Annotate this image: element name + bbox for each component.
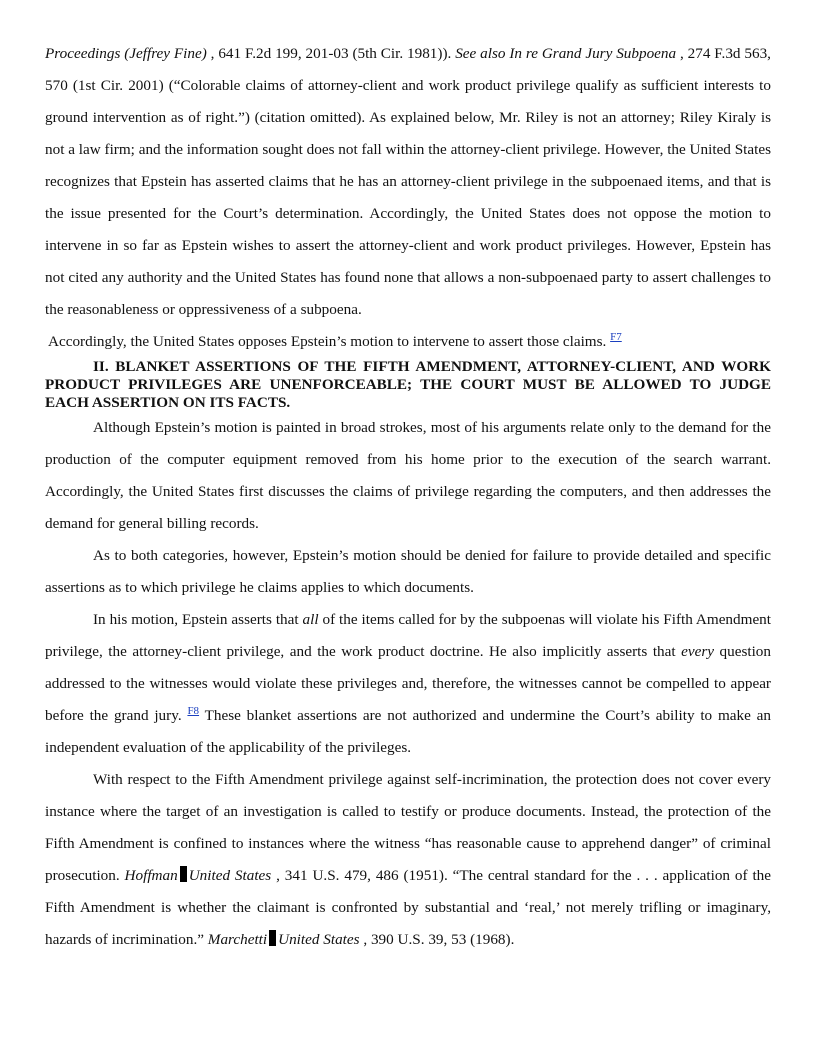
footnote-link-f8[interactable]: F8 — [187, 704, 200, 717]
footnote-link-f7[interactable]: F7 — [610, 330, 622, 343]
paragraph-computers: Although Epstein’s motion is painted in broad strokes, most of his arguments relate only to the demand for the production of the computer equipment removed from his home prior to the execution of the search warrant. Accordingly, the United States first discusses the claims of privilege regarding the computers, and then addresses the demand for general billing records. — [45, 419, 771, 532]
paragraph-intervention-last-line: Accordingly, the United States opposes Epstein’s motion to intervene to assert those claims. $^{F7}$ — [48, 330, 622, 350]
emphasis-every: every — [681, 643, 714, 660]
section-heading: II. BLANKET ASSERTIONS OF THE FIFTH AMENDMENT, ATTORNEY-CLIENT, AND WORK PRODUCT PRIVILEGES ARE UNENFORCEABLE; THE COURT MUST BE ALLOWED TO JUDGE EACH ASSERTION ON ITS FACTS. — [45, 358, 771, 411]
paragraph-blanket-assertions: In his motion, Epstein asserts that all of the items called for by the subpoenas will violate his Fifth Amendment privilege, the attorney-client privilege, and the work product doctrine. He also implicitly asserts that every question addressed to the witnesses would violate these privileges and, therefore, the witnesses cannot be compelled to appear before the grand jury. $^{F8}$ These blanket assertions are not authorized and undermine the Court’s ability to make an independent evaluation of the applicability of the privileges. — [45, 611, 771, 756]
redaction-mark — [180, 866, 187, 882]
document-page — [45, 38, 771, 956]
paragraph-categories: As to both categories, however, Epstein’s motion should be denied for failure to provide detailed and specific assertions as to which privilege he claims applies to which documents. — [45, 547, 771, 596]
case-citation: Hoffman — [124, 867, 178, 884]
redaction-mark — [269, 930, 276, 946]
emphasis-all: all — [302, 611, 319, 628]
case-citation: United States — [278, 931, 360, 948]
case-citation: See also In re Grand Jury Subpoena — [455, 45, 677, 62]
case-citation: Marchetti — [207, 931, 268, 948]
case-citation: Proceedings (Jeffrey Fine) — [45, 45, 207, 62]
paragraph-fifth-amendment: With respect to the Fifth Amendment privilege against self-incrimination, the protection does not cover every instance where the target of an investigation is called to testify or produce documents. Instead, the protection of the Fifth Amendment is confined to instances where the witness “has reasonable cause to apprehend danger” of criminal prosecution. Hoffman United States , 341 U.S. 479, 486 (1951). “The central standard for the . . . application of the Fifth Amendment is whether the claimant is confronted by substantial and ‘real,’ not merely trifling or imaginary, hazards of incrimination.” Marchetti United States , 390 U.S. 39, 53 (1968). — [45, 771, 772, 948]
paragraph-intervention: Proceedings (Jeffrey Fine) , 641 F.2d 199, 201-03 (5th Cir. 1981)). See also In re Grand Jury Subpoena , 274 F.3d 563, 570 (1st Cir. 2001) (“Colorable claims of attorney-client and work product privilege qualify as sufficient interests to ground intervention as of right.”) (citation omitted). As explained below, Mr. Riley is not an attorney; Riley Kiraly is not a law firm; and the information sought does not fall within the attorney-client privilege. However, the United States recognizes that Epstein has asserted claims that he has an attorney-client privilege in the subpoenaed items, and that is the issue presented for the Court’s determination. Accordingly, the United States does not oppose the motion to intervene in so far as Epstein wishes to assert the attorney-client and work product privileges. However, Epstein has not cited any authority and the United States has found none that allows a non-subpoenaed party to assert challenges to the reasonableness or oppressiveness of a subpoena. — [45, 45, 771, 318]
case-citation: United States — [188, 867, 272, 884]
